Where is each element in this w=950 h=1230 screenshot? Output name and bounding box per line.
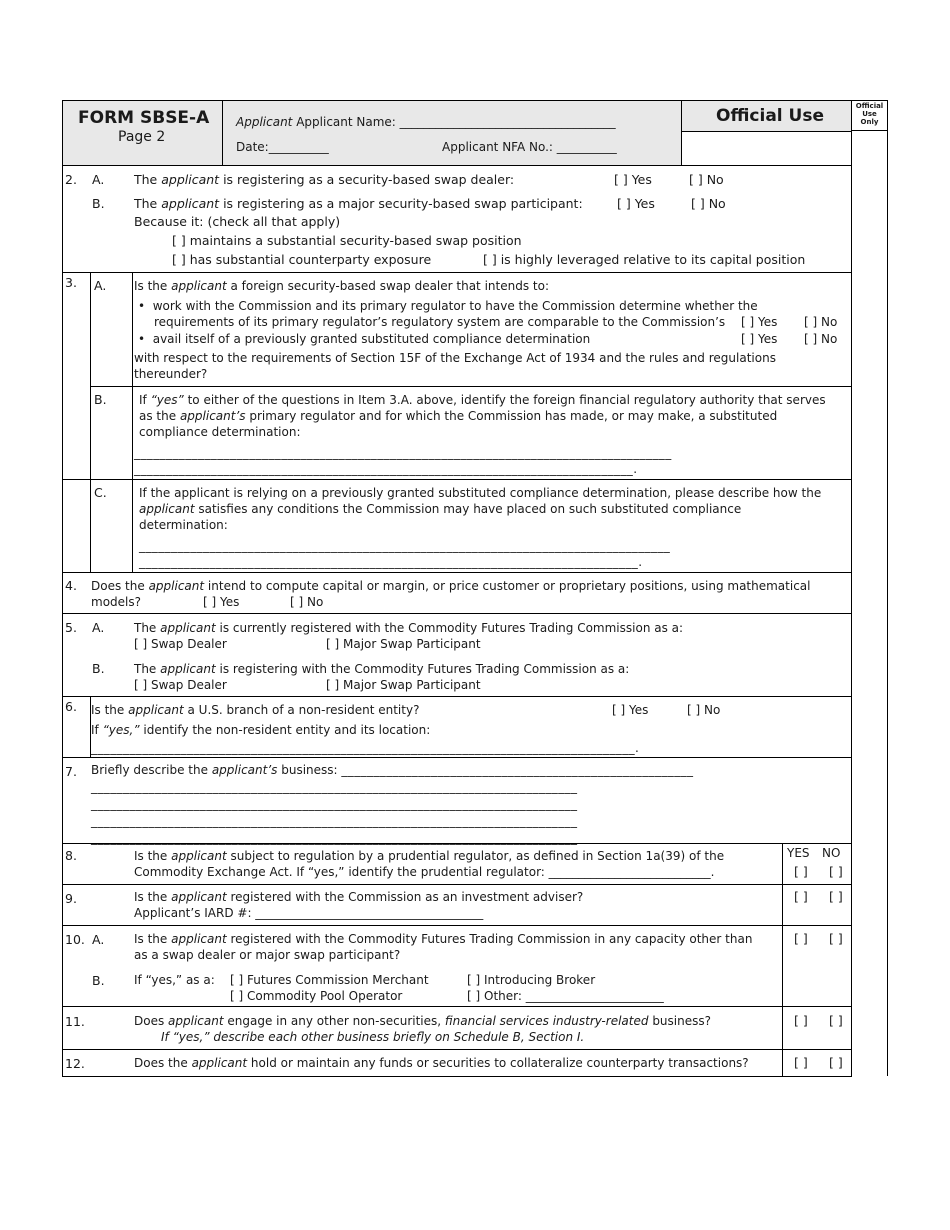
q10b-prefix: If “yes,” as a: — [134, 973, 215, 987]
q3c-line1: If the applicant is relying on a previously granted substituted compliance determination, please describe how the — [139, 486, 822, 500]
q3a-bullet1-no-checkbox[interactable]: [ ] No — [804, 315, 838, 329]
page-number: Page 2 — [118, 129, 166, 145]
left-border — [62, 100, 63, 1076]
q7-line1: Briefly describe the applicant’s business: _______________________________________________________ — [91, 763, 694, 777]
q3a-letter: A. — [94, 278, 107, 293]
nfa-text: Applicant NFA No.: __________ — [442, 140, 617, 154]
q10a-line2: as a swap dealer or major swap participant? — [134, 948, 401, 962]
q5b-letter: B. — [92, 661, 105, 676]
q3a-bullet1: • work with the Commission and its primary regulator to have the Commission determine whether the — [138, 299, 758, 313]
q7-answer-line[interactable]: ____________________________________________________________________________ — [91, 797, 578, 811]
q2a-text: The applicant is registering as a security-based swap dealer: — [134, 172, 515, 187]
top-border — [62, 100, 888, 101]
sep-5-6 — [62, 696, 852, 697]
q7-answer-line[interactable]: ____________________________________________________________________________ — [91, 831, 578, 845]
q2a-letter: A. — [92, 172, 105, 187]
date-field[interactable]: Date:__________ — [236, 140, 329, 154]
q11-number: 11. — [65, 1014, 85, 1029]
sep-3a-3b — [90, 386, 852, 387]
q5a-swap-dealer-checkbox[interactable]: [ ] Swap Dealer — [134, 637, 227, 651]
q5a-text: The applicant is currently registered with the Commodity Futures Trading Commission as a: — [134, 621, 684, 635]
q2b-letter: B. — [92, 196, 105, 211]
q11-line2: If “yes,” describe each other business briefly on Schedule B, Section I. — [161, 1030, 585, 1044]
q2a-no-checkbox[interactable]: [ ] No — [689, 172, 724, 187]
q10a-line1: Is the applicant registered with the Commodity Futures Trading Commission in any capacity other than — [134, 932, 753, 946]
q3c-answer-line2[interactable]: ______________________________________________________________________________. — [139, 555, 643, 569]
q3a-bullet2-no-checkbox[interactable]: [ ] No — [804, 332, 838, 346]
q2-opt-position[interactable]: [ ] maintains a substantial security-based swap position — [172, 233, 522, 248]
q6-answer-line[interactable]: _____________________________________________________________________________________. — [91, 741, 640, 755]
q3b-letter: B. — [94, 392, 107, 407]
q6-number: 6. — [65, 699, 77, 714]
header-divider-1 — [222, 100, 223, 165]
q11-line1: Does applicant engage in any other non-securities, financial services industry-related business? — [134, 1014, 711, 1028]
q6-line2: If “yes,” identify the non-resident entity and its location: — [91, 723, 431, 737]
form-title: FORM SBSE-A — [78, 108, 210, 128]
no-column-header: NO — [822, 846, 841, 860]
bottom-border — [62, 1076, 852, 1077]
q8-line1: Is the applicant subject to regulation by a prudential regulator, as defined in Section 1a(39) of the — [134, 849, 725, 863]
sep-6-7 — [62, 757, 852, 758]
q5a-letter: A. — [92, 620, 105, 635]
q5b-swap-dealer-checkbox[interactable]: [ ] Swap Dealer — [134, 678, 227, 692]
q3b-line3: compliance determination: — [139, 425, 301, 439]
q2a-yes-checkbox[interactable]: [ ] Yes — [614, 172, 652, 187]
q2-number: 2. — [65, 172, 77, 187]
q10-number: 10. — [65, 932, 85, 947]
q8-yes-checkbox[interactable]: [ ] — [794, 864, 808, 879]
q10b-letter: B. — [92, 973, 105, 988]
q3b-line2: as the applicant’s primary regulator and for which the Commission has made, or may make, a substituted — [139, 409, 778, 423]
q8-no-checkbox[interactable]: [ ] — [829, 864, 843, 879]
q3a-respect: with respect to the requirements of Section 15F of the Exchange Act of 1934 and the rules and regulations — [134, 351, 776, 365]
q3-number: 3. — [65, 275, 77, 290]
q10-no-checkbox[interactable]: [ ] — [829, 931, 843, 946]
q9-line2[interactable]: Applicant’s IARD #: ______________________________________ — [134, 906, 484, 920]
q12-no-checkbox[interactable]: [ ] — [829, 1055, 843, 1070]
q9-no-checkbox[interactable]: [ ] — [829, 889, 843, 904]
q8-line2: Commodity Exchange Act. If “yes,” identify the prudential regulator: ___________________________. — [134, 865, 715, 879]
q3b-line1: If “yes” to either of the questions in Item 3.A. above, identify the foreign financial regulatory authority that serves — [139, 393, 826, 407]
q3c-line2: applicant satisfies any conditions the Commission may have placed on such substituted compliance — [139, 502, 742, 516]
q6-line1: Is the applicant a U.S. branch of a non-resident entity? — [91, 703, 420, 717]
q9-line1: Is the applicant registered with the Commission as an investment adviser? — [134, 890, 584, 904]
q10a-letter: A. — [92, 932, 105, 947]
q4-line1: Does the applicant intend to compute capital or margin, or price customer or proprietary positions, using mathematical — [91, 579, 811, 593]
applicant-name-field[interactable]: Applicant Applicant Name: ____________________________________ — [236, 115, 616, 129]
q2b-text: The applicant is registering as a major security-based swap participant: — [134, 196, 583, 211]
header-bottom — [62, 165, 852, 166]
q8-number: 8. — [65, 848, 77, 863]
q5b-text: The applicant is registering with the Commodity Futures Trading Commission as a: — [134, 662, 630, 676]
q10b-cpo-checkbox[interactable]: [ ] Commodity Pool Operator — [230, 989, 403, 1003]
right-border-main — [851, 100, 852, 1076]
q6-yes-checkbox[interactable]: [ ] Yes — [612, 703, 649, 717]
sep-2-3 — [62, 272, 852, 273]
q2b-yes-checkbox[interactable]: [ ] Yes — [617, 196, 655, 211]
q7-answer-line[interactable]: ____________________________________________________________________________ — [91, 780, 578, 794]
q5a-msp-checkbox[interactable]: [ ] Major Swap Participant — [326, 637, 481, 651]
q4-number: 4. — [65, 578, 77, 593]
official-use-divider — [681, 131, 851, 132]
q4-line2: models? — [91, 595, 141, 609]
q2-opt-exposure[interactable]: [ ] has substantial counterparty exposure — [172, 252, 432, 267]
q10b-other-checkbox[interactable]: [ ] Other: _______________________ — [467, 989, 664, 1003]
q3a-bullet1-cont: requirements of its primary regulator’s regulatory system are comparable to the Commission’s — [154, 315, 726, 329]
q2b-no-checkbox[interactable]: [ ] No — [691, 196, 726, 211]
q3b-answer-line2[interactable]: ______________________________________________________________________________. — [134, 462, 638, 476]
right-border-outer — [887, 100, 888, 1076]
sep-10-11 — [62, 1006, 852, 1007]
q11-yes-checkbox[interactable]: [ ] — [794, 1013, 808, 1028]
q3c-line3: determination: — [139, 518, 228, 532]
q3-inner-left — [90, 272, 91, 572]
q12-line1: Does the applicant hold or maintain any funds or securities to collateralize counterparty transactions? — [134, 1056, 749, 1070]
nfa-field[interactable] — [442, 139, 617, 155]
sep-11-12 — [62, 1049, 852, 1050]
q3b-answer-line1[interactable]: ____________________________________________________________________________________ — [134, 446, 672, 460]
q3c-letter: C. — [94, 485, 107, 500]
q3a-text: Is the applicant a foreign security-based swap dealer that intends to: — [134, 279, 549, 293]
official-use-title: Official Use — [716, 106, 824, 126]
official-use-only: Official Use Only — [855, 102, 884, 126]
q6-no-checkbox[interactable]: [ ] No — [687, 703, 721, 717]
q7-answer-line[interactable]: ____________________________________________________________________________ — [91, 814, 578, 828]
q9-number: 9. — [65, 891, 77, 906]
sep-8-9 — [62, 884, 852, 885]
sep-9-10 — [62, 925, 852, 926]
q4-no-checkbox[interactable]: [ ] No — [290, 595, 324, 609]
sep-3-4 — [62, 572, 852, 573]
yes-no-col — [782, 843, 783, 1076]
header-divider-2 — [681, 100, 682, 165]
q10b-fcm-checkbox[interactable]: [ ] Futures Commission Merchant — [230, 973, 429, 987]
q12-number: 12. — [65, 1056, 85, 1071]
q9-yes-checkbox[interactable]: [ ] — [794, 889, 808, 904]
q10b-ib-checkbox[interactable]: [ ] Introducing Broker — [467, 973, 596, 987]
q5-number: 5. — [65, 620, 77, 635]
q3a-thereunder: thereunder? — [134, 367, 208, 381]
q4-yes-checkbox[interactable]: [ ] Yes — [203, 595, 240, 609]
sep-3b-3c — [62, 479, 852, 480]
yes-column-header: YES — [787, 846, 810, 860]
applicant-name-text: Applicant Name: ____________________________________ — [296, 115, 616, 129]
q7-number: 7. — [65, 764, 77, 779]
q3a-bullet2-yes-checkbox[interactable]: [ ] Yes — [741, 332, 778, 346]
q12-yes-checkbox[interactable]: [ ] — [794, 1055, 808, 1070]
q3a-bullet1-yes-checkbox[interactable]: [ ] Yes — [741, 315, 778, 329]
q5b-msp-checkbox[interactable]: [ ] Major Swap Participant — [326, 678, 481, 692]
q3a-bullet2: • avail itself of a previously granted substituted compliance determination — [138, 332, 591, 346]
official-only-bottom — [851, 130, 888, 131]
q2b-because: Because it: (check all that apply) — [134, 214, 341, 229]
q2-opt-leveraged[interactable]: [ ] is highly leveraged relative to its capital position — [483, 252, 806, 267]
q10-yes-checkbox[interactable]: [ ] — [794, 931, 808, 946]
sep-4-5 — [62, 613, 852, 614]
q3-letter-col — [132, 272, 133, 572]
q3c-answer-line1[interactable]: ___________________________________________________________________________________ — [139, 539, 671, 553]
q11-no-checkbox[interactable]: [ ] — [829, 1013, 843, 1028]
